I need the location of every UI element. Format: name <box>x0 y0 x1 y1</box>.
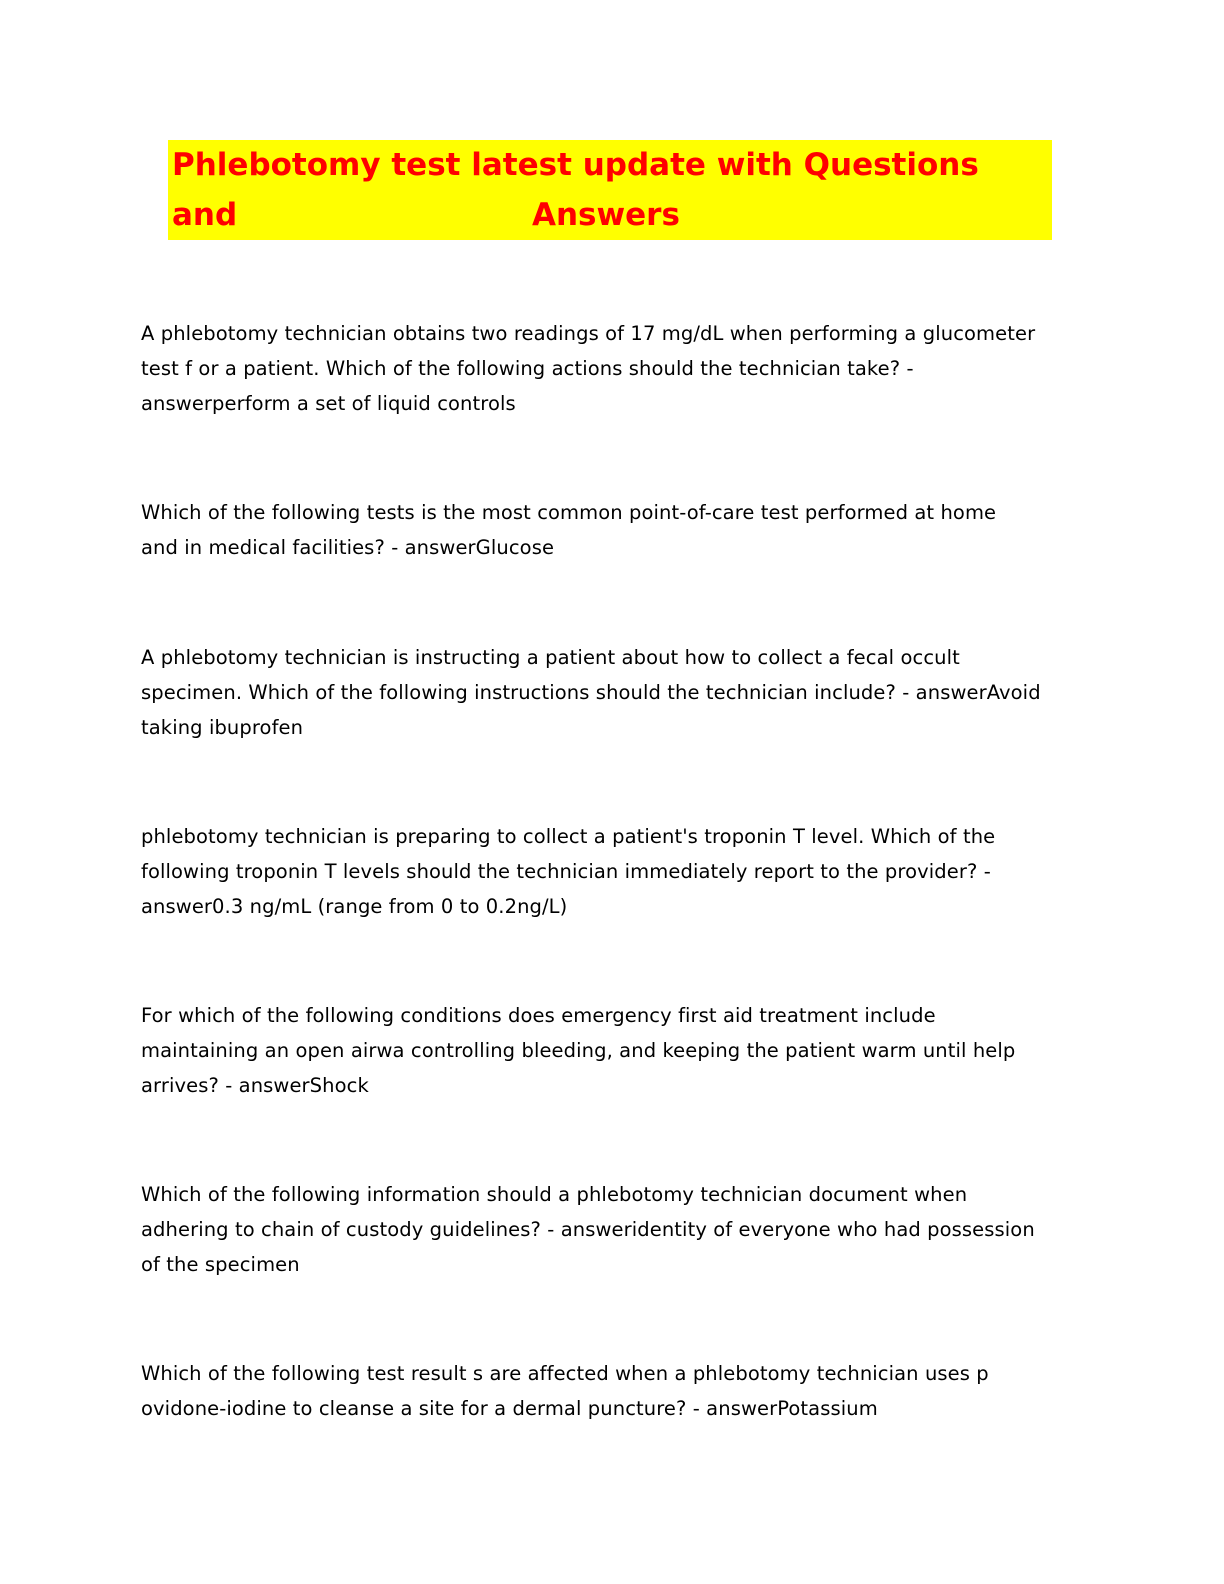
qa-item-4 <box>141 819 1081 924</box>
qa-item-3 <box>141 640 1081 745</box>
qa-line: Which of the following test result s are affected when a phlebotomy technician uses p <box>141 1362 989 1385</box>
qa-line: answer0.3 ng/mL (range from 0 to 0.2ng/L) <box>141 895 568 918</box>
qa-line: A phlebotomy technician is instructing a patient about how to collect a fecal occult <box>141 646 960 669</box>
qa-line: adhering to chain of custody guidelines? - answeridentity of everyone who had possession <box>141 1218 1035 1241</box>
qa-line: phlebotomy technician is preparing to collect a patient's troponin T level. Which of the <box>141 825 996 848</box>
qa-item-1 <box>141 316 1081 421</box>
qa-line: For which of the following conditions does emergency first aid treatment include <box>141 1004 936 1027</box>
qa-line: maintaining an open airwa controlling bleeding, and keeping the patient warm until help <box>141 1039 1016 1062</box>
qa-line: answerperform a set of liquid controls <box>141 392 516 415</box>
qa-item-6 <box>141 1177 1081 1282</box>
qa-line: arrives? - answerShock <box>141 1074 369 1097</box>
qa-line: of the specimen <box>141 1253 300 1276</box>
qa-line: Which of the following information should a phlebotomy technician document when <box>141 1183 968 1206</box>
qa-item-2 <box>141 495 1081 565</box>
title-line-2: Answers <box>530 190 699 240</box>
qa-line: specimen. Which of the following instructions should the technician include? - answerAvoid <box>141 681 1041 704</box>
title-line-1: Phlebotomy test latest update with Questions and <box>168 140 1052 240</box>
qa-item-5 <box>141 998 1081 1103</box>
qa-line: taking ibuprofen <box>141 716 304 739</box>
qa-line: and in medical facilities? - answerGlucose <box>141 536 555 559</box>
qa-item-7 <box>141 1356 1081 1426</box>
qa-line: A phlebotomy technician obtains two readings of 17 mg/dL when performing a glucometer <box>141 322 1036 345</box>
qa-line: Which of the following tests is the most common point-of-care test performed at home <box>141 501 997 524</box>
qa-line: ovidone-iodine to cleanse a site for a dermal puncture? - answerPotassium <box>141 1397 878 1420</box>
qa-line: following troponin T levels should the technician immediately report to the provider? - <box>141 860 991 883</box>
qa-line: test f or a patient. Which of the following actions should the technician take? - <box>141 357 914 380</box>
